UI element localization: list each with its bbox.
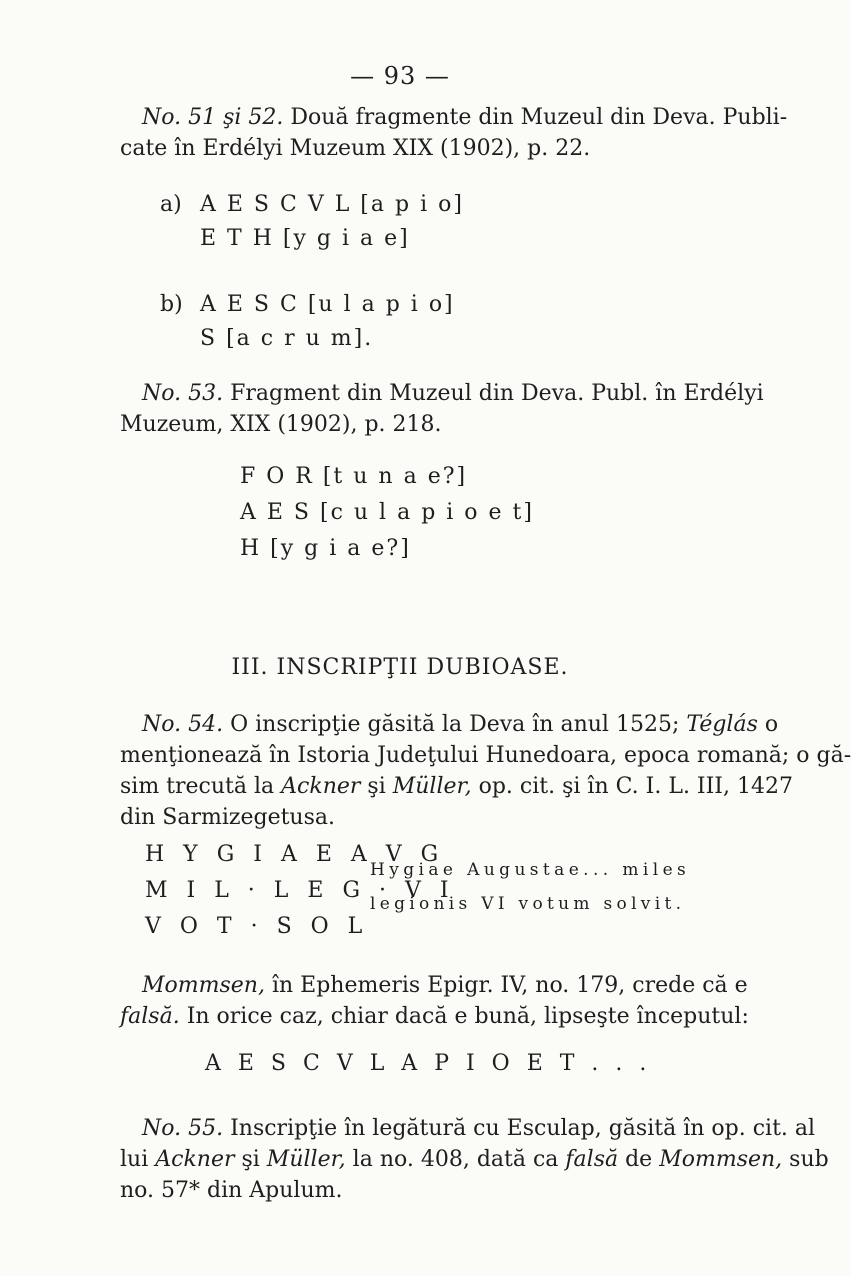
- inscription-a-label: a): [160, 192, 182, 217]
- mommsen-line2: falsă. In orice caz, chiar dacă e bună, lipseşte începutul:: [120, 1004, 749, 1029]
- inscription-53-line2: A E S [c u l a p i o e t]: [240, 500, 534, 525]
- author-teglas: Téglás: [686, 712, 758, 737]
- entry-51-text-1: Două fragmente din Muzeul din Deva. Publi-: [283, 105, 788, 130]
- entry-53-line1: No. 53. Fragment din Muzeul din Deva. Publ. în Erdélyi: [142, 381, 764, 406]
- entry-54: [120, 709, 851, 833]
- entry-53-text-2: Muzeum, XIX (1902), p. 218.: [120, 412, 442, 437]
- inscription-b-label: b): [160, 292, 183, 317]
- entry-55: [120, 1113, 829, 1206]
- entry-54-label: No. 54.: [142, 712, 224, 737]
- falsa-label-2: falsă: [565, 1147, 619, 1172]
- entry-51-label: No. 51: [142, 105, 217, 130]
- entry-54-line1: No. 54. O inscripţie găsită la Deva în anul 1525; Téglás o: [142, 712, 779, 737]
- mommsen-note: [120, 970, 749, 1032]
- entry-53: [120, 378, 764, 440]
- entry-51-text-2: cate în Erdélyi Muzeum XIX (1902), p. 22.: [120, 136, 591, 161]
- inscription-54-translation-1: Hygiae Augustae... miles: [370, 860, 691, 880]
- inscription-a-line2: E T H [y g i a e]: [200, 226, 410, 251]
- inscription-a-line1: a) A E S C V L [a p i o]: [160, 192, 464, 217]
- entry-55-line3: no. 57* din Apulum.: [120, 1178, 343, 1203]
- inscription-53-line1: F O R [t u n a e?]: [240, 464, 468, 489]
- author-muller: Müller,: [392, 774, 472, 799]
- entry-54-line4: din Sarmizegetusa.: [120, 805, 336, 830]
- author-ackner-2: Ackner: [155, 1147, 235, 1172]
- entry-52-label: 52.: [248, 105, 284, 130]
- inscription-b-line2: S [a c r u m].: [200, 326, 374, 351]
- inscription-aesculapio: A E S C V L A P I O E T . . .: [205, 1051, 652, 1076]
- inscription-b-line1: b) A E S C [u l a p i o]: [160, 292, 455, 317]
- entry-55-line1: No. 55. Inscripţie în legătură cu Esculap, găsită în op. cit. al: [142, 1116, 816, 1141]
- entry-55-line2: lui Ackner şi Müller, la no. 408, dată ca falsă de Mommsen, sub: [120, 1147, 829, 1172]
- entry-55-label: No. 55.: [142, 1116, 224, 1141]
- inscription-54-line1: H Y G I A E A V G: [145, 842, 445, 867]
- entry-51-line1: [120, 102, 788, 133]
- author-mommsen-2: Mommsen,: [659, 1147, 783, 1172]
- inscription-53-line3: H [y g i a e?]: [240, 536, 411, 561]
- page-number: — 93 —: [350, 62, 450, 90]
- entry-51-52: [120, 102, 788, 164]
- inscription-54-line2: M I L · L E G · V I: [145, 878, 455, 903]
- entry-53-label: No. 53.: [142, 381, 224, 406]
- author-mommsen: Mommsen,: [142, 973, 265, 998]
- entry-54-line3: sim trecută la Ackner şi Müller, op. cit. şi în C. I. L. III, 1427: [120, 774, 793, 799]
- author-muller-2: Müller,: [266, 1147, 346, 1172]
- entry-54-line2: menţionează în Istoria Judeţului Hunedoara, epoca romană; o gă-: [120, 743, 851, 768]
- section-heading: III. INSCRIPŢII DUBIOASE.: [231, 655, 569, 680]
- mommsen-line1: Mommsen, în Ephemeris Epigr. IV, no. 179, crede că e: [142, 973, 748, 998]
- falsa-label: falsă.: [120, 1004, 180, 1029]
- inscription-54-line3: V O T · S O L: [145, 914, 369, 939]
- inscription-54-translation-2: legionis VI votum solvit.: [370, 894, 686, 914]
- author-ackner: Ackner: [281, 774, 361, 799]
- entry-51-si: şi: [223, 105, 242, 130]
